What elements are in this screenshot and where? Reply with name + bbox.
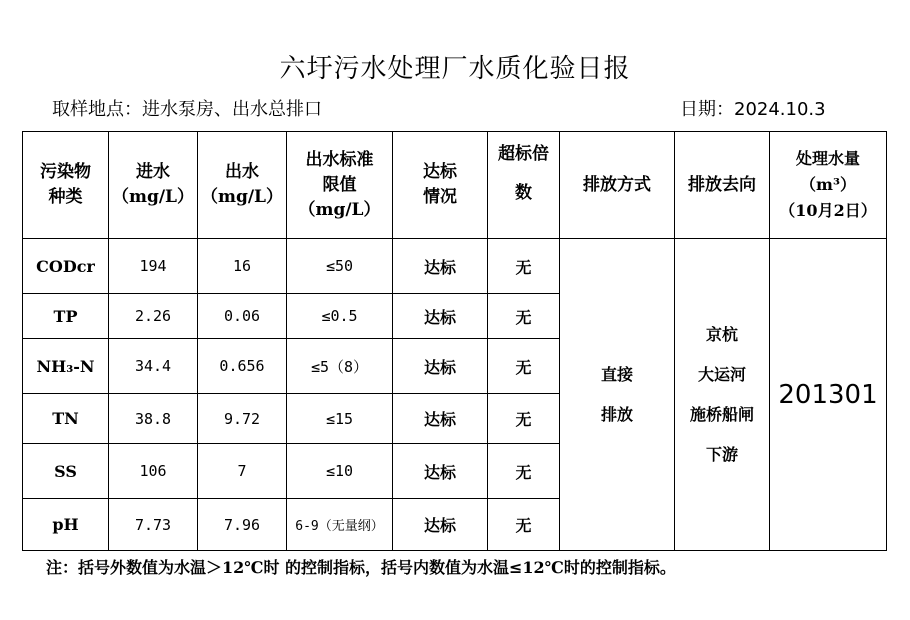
cell-volume: 201301: [770, 239, 887, 551]
cell-method: 直接 排放: [560, 239, 675, 551]
cell-destination: 京杭 大运河 施桥船闸 下游: [675, 239, 770, 551]
cell-inflow: 34.4: [109, 339, 198, 394]
cell-exceed: 无: [488, 339, 560, 394]
cell-status: 达标: [393, 444, 488, 499]
cell-status: 达标: [393, 499, 488, 551]
cell-pollutant: NH₃-N: [23, 339, 109, 394]
cell-limit: ≤15: [287, 394, 393, 444]
cell-exceed: 无: [488, 239, 560, 294]
header-destination: 排放去向: [675, 132, 770, 239]
cell-inflow: 106: [109, 444, 198, 499]
cell-status: 达标: [393, 239, 488, 294]
cell-status: 达标: [393, 294, 488, 339]
header-inflow: 进水 （mg/L）: [109, 132, 198, 239]
cell-limit: ≤5（8）: [287, 339, 393, 394]
cell-pollutant: SS: [23, 444, 109, 499]
header-outflow: 出水 （mg/L）: [198, 132, 287, 239]
cell-outflow: 0.06: [198, 294, 287, 339]
cell-outflow: 7.96: [198, 499, 287, 551]
cell-exceed: 无: [488, 394, 560, 444]
header-method: 排放方式: [560, 132, 675, 239]
table-row: [23, 239, 887, 294]
header-volume: 处理水量 （m³） （10月2日）: [770, 132, 887, 239]
header-limit: 出水标准 限值 （mg/L）: [287, 132, 393, 239]
cell-inflow: 38.8: [109, 394, 198, 444]
cell-inflow: 7.73: [109, 499, 198, 551]
report-date: 日期：2024.10.3: [680, 99, 826, 120]
header-exceed: 超标倍 数: [488, 132, 560, 239]
cell-outflow: 9.72: [198, 394, 287, 444]
cell-limit: ≤0.5: [287, 294, 393, 339]
cell-inflow: 2.26: [109, 294, 198, 339]
cell-pollutant: TP: [23, 294, 109, 339]
cell-outflow: 7: [198, 444, 287, 499]
footnote: 注：括号外数值为水温＞12℃时 的控制指标，括号内数值为水温≤12℃时的控制指标。: [46, 558, 676, 577]
sampling-location: 取样地点：进水泵房、出水总排口: [52, 99, 322, 120]
cell-exceed: 无: [488, 499, 560, 551]
header-status: 达标 情况: [393, 132, 488, 239]
cell-pollutant: TN: [23, 394, 109, 444]
report-title: 六圩污水处理厂水质化验日报: [279, 54, 631, 84]
cell-pollutant: pH: [23, 499, 109, 551]
cell-exceed: 无: [488, 444, 560, 499]
cell-pollutant: CODcr: [23, 239, 109, 294]
cell-exceed: 无: [488, 294, 560, 339]
cell-limit: ≤50: [287, 239, 393, 294]
cell-inflow: 194: [109, 239, 198, 294]
water-quality-table: [22, 131, 887, 551]
cell-status: 达标: [393, 394, 488, 444]
header-pollutant: 污染物 种类: [23, 132, 109, 239]
cell-limit: ≤10: [287, 444, 393, 499]
cell-outflow: 16: [198, 239, 287, 294]
cell-limit: 6-9（无量纲）: [287, 499, 393, 551]
header-row: [23, 132, 887, 239]
cell-status: 达标: [393, 339, 488, 394]
cell-outflow: 0.656: [198, 339, 287, 394]
